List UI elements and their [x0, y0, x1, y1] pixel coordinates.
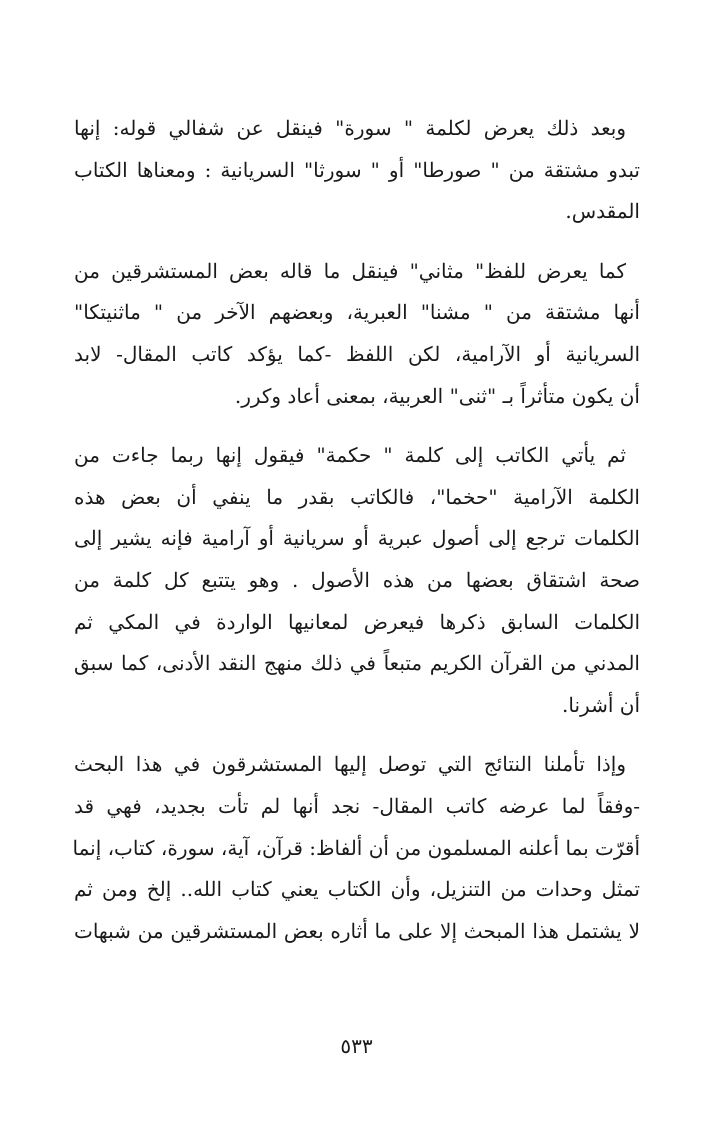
text-line: أقرّت بما أعلنه المسلمون من أن ألفاظ: قرآن، آية، سورة، كتاب، إنما: [72, 835, 640, 860]
text-line: الكلمات السابق ذكرها فيعرض لمعانيها الواردة في المكي ثم: [74, 609, 640, 634]
text-line: -وفقاً لما عرضه كاتب المقال- نجد أنها لم تأت بجديد، فهي قد: [74, 793, 640, 818]
text-line: وإذا تأملنا النتائج التي توصل إليها المستشرقون في هذا البحث: [74, 752, 626, 777]
text-line: الكلمة الآرامية "حخما"، فالكاتب بقدر ما ينفي أن بعض هذه: [74, 484, 640, 509]
paragraph-4: [74, 744, 640, 952]
text-line: ثم يأتي الكاتب إلى كلمة " حكمة" فيقول إنها ربما جاءت من: [74, 443, 626, 468]
paragraph-1: [74, 108, 640, 233]
text-line: الكلمات ترجع إلى أصول عبرية أو سريانية أو آرامية فإنه يشير إلى: [74, 526, 640, 551]
paragraph-3: [74, 435, 640, 726]
text-line: أن أشرنا.: [562, 692, 640, 717]
text-line: تمثل وحدات من التنزيل، وأن الكتاب يعني كتاب الله.. إلخ ومن ثم: [74, 877, 640, 902]
text-line: وبعد ذلك يعرض لكلمة " سورة" فينقل عن شفالي قوله: إنها: [74, 116, 626, 140]
page-body: [74, 108, 640, 952]
text-line: لا يشتمل هذا المبحث إلا على ما أثاره بعض المستشرقين من شبهات: [74, 918, 640, 943]
text-line: المقدس.: [565, 199, 640, 224]
page-number: ٥٣٣: [340, 1034, 373, 1058]
text-line: صحة اشتقاق بعضها من هذه الأصول . وهو يتتبع كل كلمة من: [74, 567, 640, 592]
text-line: أن يكون متأثراً بـ "ثنى" العربية، بمعنى أعاد وكرر.: [234, 383, 640, 408]
text-line: السريانية أو الآرامية، لكن اللفظ -كما يؤكد كاتب المقال- لابد: [74, 341, 640, 366]
paragraph-2: [74, 251, 640, 417]
text-line: أنها مشتقة من " مشنا" العبرية، وبعضهم الآخر من " ماثنيتكا": [74, 300, 640, 325]
text-line: كما يعرض للفظ" مثاني" فينقل ما قاله بعض المستشرقين من: [74, 258, 626, 283]
text-line: المدني من القرآن الكريم متبعاً في ذلك منهج النقد الأدنى، كما سبق: [74, 651, 640, 676]
text-line: تبدو مشتقة من " صورطا" أو " سورثا" السريانية : ومعناها الكتاب: [74, 157, 640, 182]
